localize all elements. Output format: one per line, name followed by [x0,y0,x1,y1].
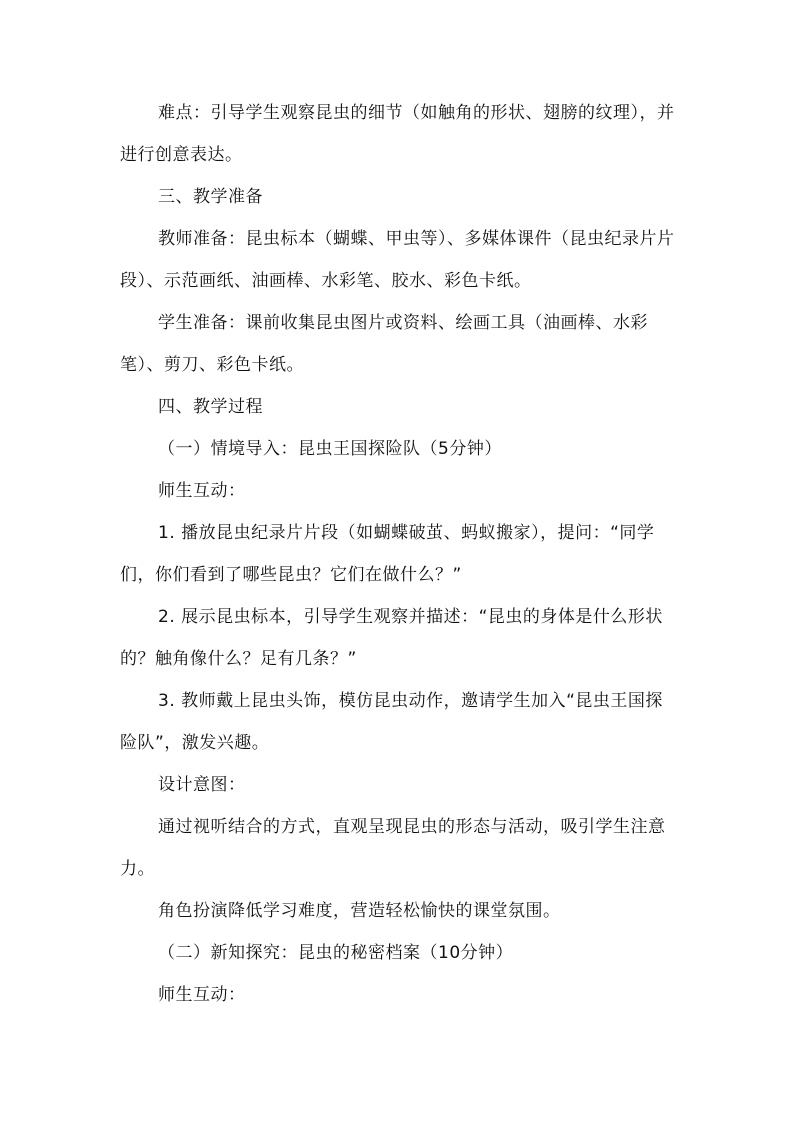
label-design-intent: 设计意图： [158,775,246,795]
label-teacher-student-interaction-2: 师生互动： [158,985,246,1005]
subheading-new-knowledge: （二）新知探究：昆虫的秘密档案（10分钟） [158,943,514,963]
list-item-1: 1. 播放昆虫纪录片片段（如蝴蝶破茧、蚂蚁搬家），提问：“同学们，你们看到了哪些昆虫？它们在做什么？” [120,523,655,585]
document-body [120,92,676,1016]
subheading-situation-introduction: （一）情境导入：昆虫王国探险队（5分钟） [158,439,502,459]
paragraph-design-intent-2: 角色扮演降低学习难度，营造轻松愉快的课堂氛围。 [158,901,561,921]
paragraph-difficulty: 难点：引导学生观察昆虫的细节（如触角的形状、翅膀的纹理），并进行创意表达。 [120,103,675,165]
paragraph-design-intent-1: 通过视听结合的方式，直观呈现昆虫的形态与活动，吸引学生注意力。 [120,817,666,879]
heading-teaching-process: 四、教学过程 [158,397,263,417]
list-item-2: 2. 展示昆虫标本，引导学生观察并描述：“昆虫的身体是什么形状的？触角像什么？足有几条？” [120,607,663,669]
paragraph-student-preparation: 学生准备：课前收集昆虫图片或资料、绘画工具（油画棒、水彩笔）、剪刀、彩色卡纸。 [120,313,648,375]
label-teacher-student-interaction: 师生互动： [158,481,246,501]
heading-teaching-preparation: 三、教学准备 [158,187,263,207]
list-item-3: 3. 教师戴上昆虫头饰，模仿昆虫动作，邀请学生加入“昆虫王国探险队”，激发兴趣。 [120,691,663,753]
paragraph-teacher-preparation: 教师准备：昆虫标本（蝴蝶、甲虫等）、多媒体课件（昆虫纪录片片段）、示范画纸、油画棒、水彩笔、胶水、彩色卡纸。 [120,229,675,291]
